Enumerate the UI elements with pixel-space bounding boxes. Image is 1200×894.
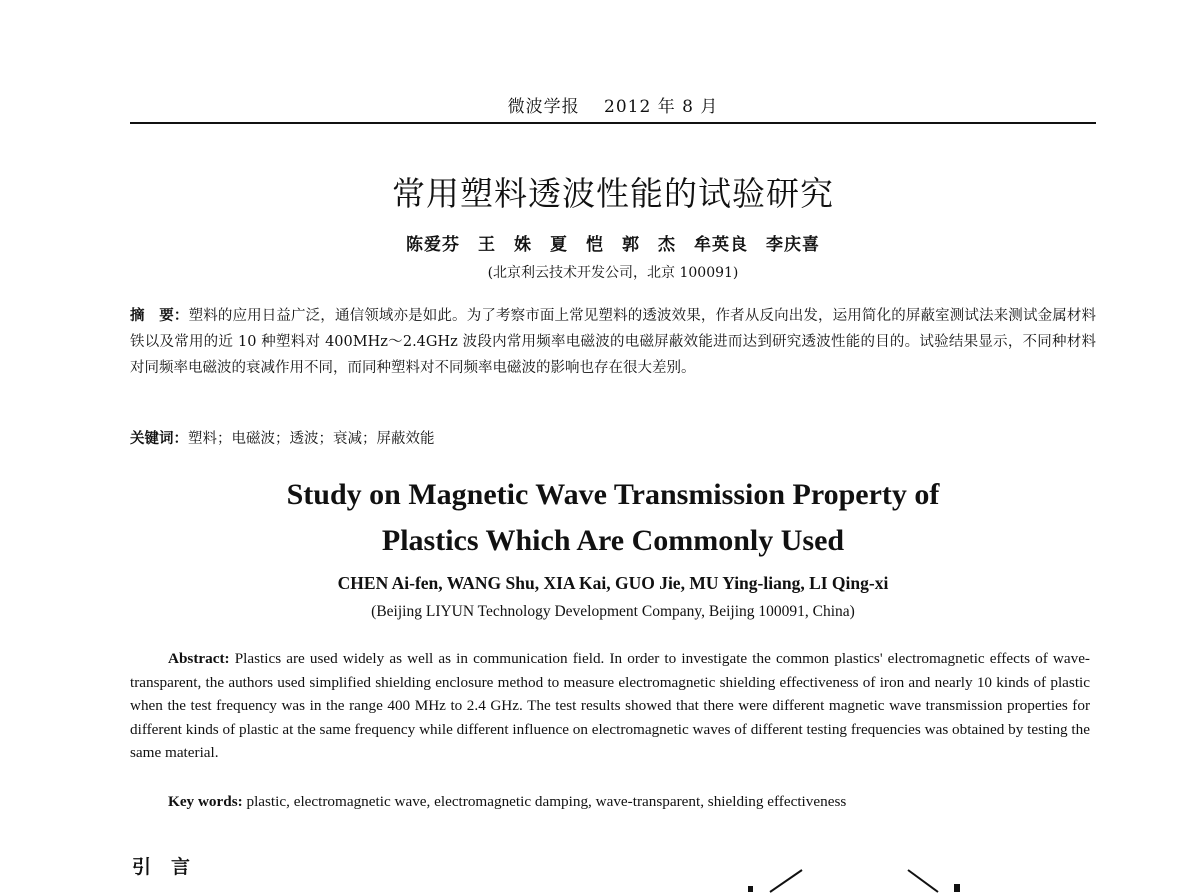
english-title-line-1: Study on Magnetic Wave Transmission Property of	[286, 478, 940, 511]
chinese-keywords-text: 塑料；电磁波；透波；衰减；屏蔽效能	[188, 431, 435, 447]
header-rule	[130, 122, 1096, 124]
chinese-authors: 陈爱芬 王 姝 夏 恺 郭 杰 牟英良 李庆喜	[406, 235, 820, 255]
english-abstract-label: Abstract:	[168, 650, 230, 667]
english-keywords-text: plastic, electromagnetic wave, electromagnetic damping, wave-transparent, shielding effectiveness	[242, 793, 847, 810]
english-abstract-text: Plastics are used widely as well as in communication field. In order to investigate the common plastics' electromagnetic effects of wave-transparent, the authors used simplified shielding enclosure method to measure electromagnetic shielding effectiveness of iron and nearly 10 kinds of plastic when the test frequency was in the range 400 MHz to 2.4 GHz. The test results showed that there were different magnetic wave transmission properties for different kinds of plastic at the same frequency while different influence on electromagnetic waves of different testing frequencies was obtained by testing the same material.	[130, 650, 1090, 761]
figure-fragment	[740, 868, 980, 894]
chinese-abstract-text: 塑料的应用日益广泛，通信领域亦是如此。为了考察市面上常见塑料的透波效果，作者从反向出发，运用简化的屏蔽室测试法来测试金属材料铁以及常用的近 10 种塑料对 400MHz～2.4GHz 波段内常用频率电磁波的电磁屏蔽效能进而达到研究透波性能的目的。试验结果显示，不同种材料对同频率电磁波的衰减作用不同，而同种塑料对不同频率电磁波的影响也存在很大差别。	[130, 308, 1097, 376]
chinese-keywords	[130, 427, 1096, 448]
chinese-abstract-label: 摘 要：	[130, 308, 189, 324]
figure-line-right	[908, 870, 938, 892]
english-affiliation: (Beijing LIYUN Technology Development Company, Beijing 100091, China)	[371, 603, 855, 620]
chinese-keywords-label: 关键词：	[130, 431, 188, 447]
section-heading-introduction: 引言	[132, 856, 211, 878]
english-abstract	[130, 647, 1090, 765]
chinese-affiliation: (北京利云技术开发公司，北京 100091)	[487, 265, 739, 281]
english-title-line-2: Plastics Which Are Commonly Used	[381, 524, 845, 557]
running-header: 微波学报 2012 年 8 月	[507, 97, 719, 117]
english-keywords	[168, 793, 1088, 811]
figure-line-left	[770, 870, 802, 892]
english-keywords-label: Key words:	[168, 793, 243, 810]
english-authors: CHEN Ai-fen, WANG Shu, XIA Kai, GUO Jie, MU Ying-liang, LI Qing-xi	[337, 573, 889, 593]
figure-mark-left	[748, 886, 753, 892]
figure-mark-right	[954, 884, 960, 892]
chinese-abstract	[130, 303, 1096, 381]
chinese-title: 常用塑料透波性能的试验研究	[392, 174, 834, 213]
english-title	[130, 472, 1096, 564]
